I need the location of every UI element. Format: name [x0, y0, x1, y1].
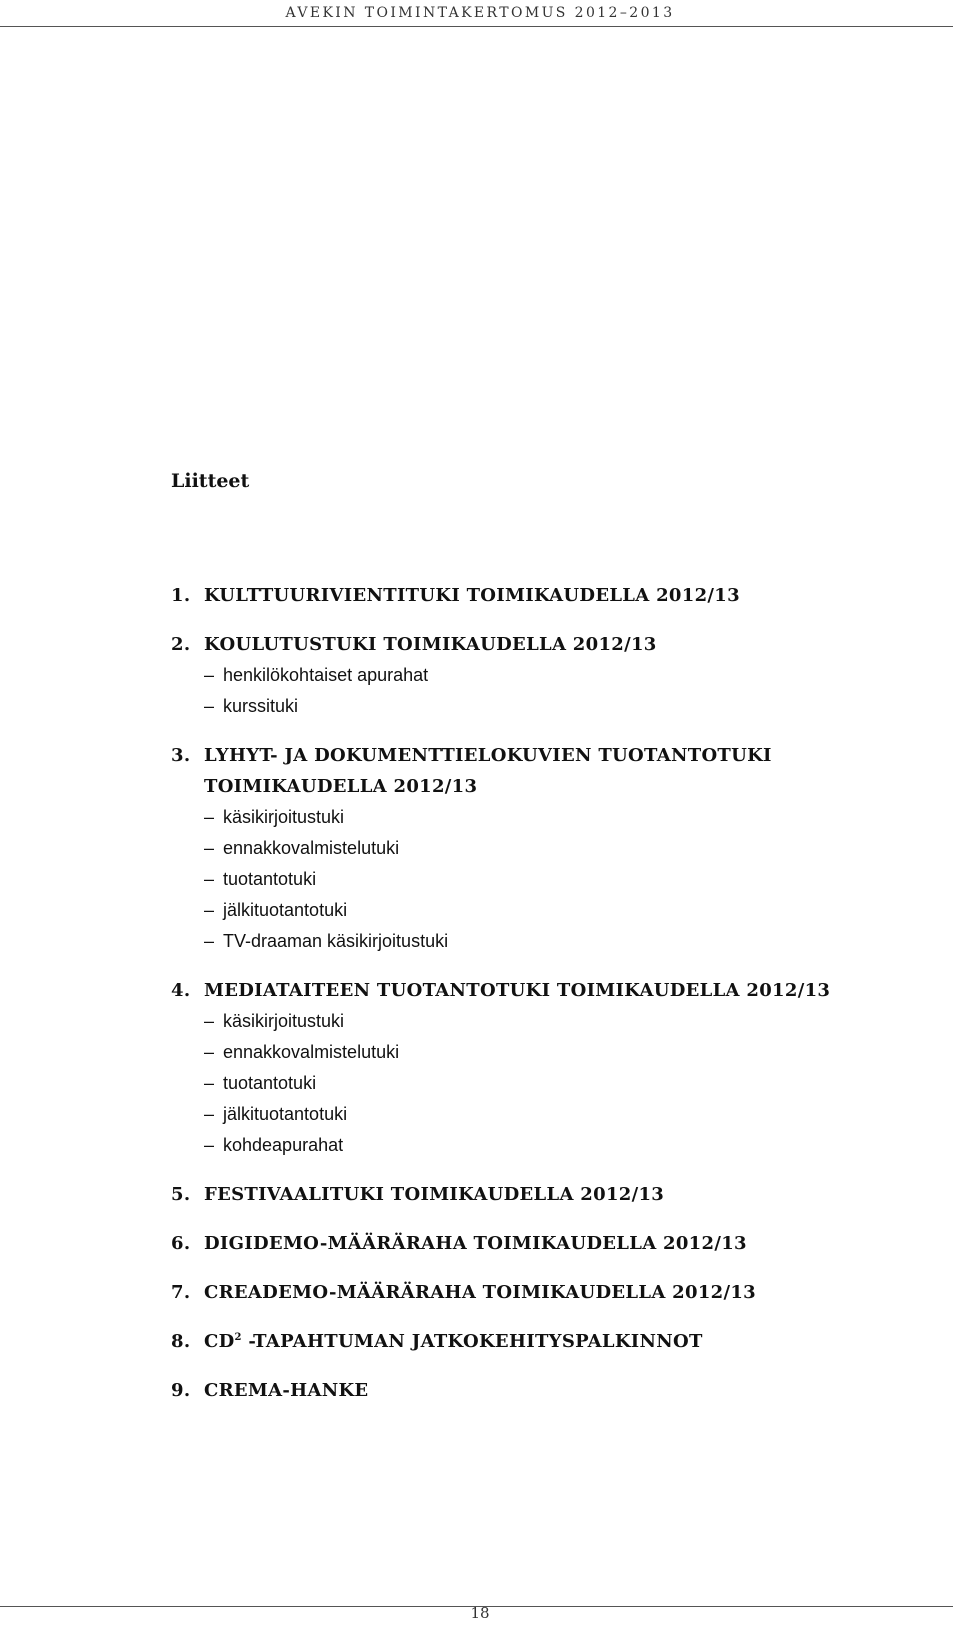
section-title-prefix: CD: [204, 1331, 235, 1352]
dash: –: [204, 1042, 215, 1062]
sub-list: [171, 660, 911, 722]
list-item: [204, 802, 911, 833]
list-item: [204, 1006, 911, 1037]
section-number: 4.: [171, 980, 191, 1001]
dash: –: [204, 1104, 215, 1124]
section-number: 7.: [171, 1282, 191, 1303]
appendix-section-2: [171, 629, 911, 722]
sub-list: [171, 1006, 911, 1161]
dash: –: [204, 1073, 215, 1093]
header-rule: [0, 26, 953, 27]
dash: –: [204, 1011, 215, 1031]
list-item: [204, 1068, 911, 1099]
list-item-label: kohdeapurahat: [223, 1135, 344, 1155]
section-heading: [171, 1277, 911, 1308]
sub-list: [171, 802, 911, 957]
dash: –: [204, 838, 215, 858]
list-item-label: jälkituotantotuki: [223, 1104, 348, 1124]
list-item-label: jälkituotantotuki: [223, 900, 348, 920]
list-item: [204, 1099, 911, 1130]
section-number: 5.: [171, 1184, 191, 1205]
list-item: [204, 660, 911, 691]
list-item: [204, 926, 911, 957]
list-item-label: TV-draaman käsikirjoitustuki: [223, 931, 449, 951]
section-title: KOULUTUSTUKI TOIMIKAUDELLA 2012/13: [204, 634, 657, 655]
dash: –: [204, 807, 215, 827]
appendix-section-4: [171, 975, 911, 1161]
section-heading: [171, 1326, 911, 1357]
section-title: [204, 1326, 911, 1357]
section-number: 1.: [171, 585, 191, 606]
list-item-label: ennakkovalmistelutuki: [223, 1042, 400, 1062]
list-item: [204, 895, 911, 926]
section-number: 6.: [171, 1233, 191, 1254]
dash: –: [204, 869, 215, 889]
section-number: 8.: [171, 1331, 191, 1352]
appendix-section-5: [171, 1179, 911, 1210]
list-item-label: kurssituki: [223, 696, 299, 716]
running-header: AVEKIN TOIMINTAKERTOMUS 2012–2013: [285, 5, 675, 21]
list-item-label: tuotantotuki: [223, 869, 317, 889]
section-heading: [171, 629, 911, 660]
section-heading: [171, 1179, 911, 1210]
appendix-list: [171, 580, 911, 1424]
section-title: CREMA-HANKE: [204, 1380, 369, 1401]
list-item: [204, 1130, 911, 1161]
section-number: 3.: [171, 745, 191, 766]
appendix-section-7: [171, 1277, 911, 1308]
section-heading: [171, 975, 911, 1006]
dash: –: [204, 931, 215, 951]
appendix-section-3: [171, 740, 911, 957]
section-title-suffix: -TAPAHTUMAN JATKOKEHITYSPALKINNOT: [241, 1331, 703, 1352]
section-heading: [171, 1228, 911, 1259]
superscript: 2: [234, 1332, 242, 1343]
section-heading: [171, 580, 911, 611]
section-title: KULTTUURIVIENTITUKI TOIMIKAUDELLA 2012/13: [204, 585, 740, 606]
dash: –: [204, 696, 215, 716]
list-item-label: tuotantotuki: [223, 1073, 317, 1093]
list-item: [204, 833, 911, 864]
list-item: [204, 864, 911, 895]
section-heading: [171, 740, 911, 802]
section-number: 9.: [171, 1380, 191, 1401]
section-title: MEDIATAITEEN TUOTANTOTUKI TOIMIKAUDELLA 2012/13: [204, 980, 831, 1001]
appendix-section-8: [171, 1326, 911, 1357]
dash: –: [204, 665, 215, 685]
list-item: [204, 691, 911, 722]
list-item: [204, 1037, 911, 1068]
section-heading: [171, 1375, 911, 1406]
section-title: CREADEMO-MÄÄRÄRAHA TOIMIKAUDELLA 2012/13: [204, 1282, 756, 1303]
appendix-section-6: [171, 1228, 911, 1259]
appendix-section-1: [171, 580, 911, 611]
dash: –: [204, 1135, 215, 1155]
appendix-section-9: [171, 1375, 911, 1406]
list-item-label: henkilökohtaiset apurahat: [223, 665, 429, 685]
section-title: LYHYT- JA DOKUMENTTIELOKUVIEN TUOTANTOTUKI TOIMIKAUDELLA 2012/13: [204, 745, 772, 797]
list-item-label: käsikirjoitustuki: [223, 1011, 345, 1031]
dash: –: [204, 900, 215, 920]
section-number: 2.: [171, 634, 191, 655]
list-item-label: käsikirjoitustuki: [223, 807, 345, 827]
list-item-label: ennakkovalmistelutuki: [223, 838, 400, 858]
page-title: Liitteet: [171, 470, 250, 492]
section-title: DIGIDEMO-MÄÄRÄRAHA TOIMIKAUDELLA 2012/13: [204, 1233, 747, 1254]
section-title: FESTIVAALITUKI TOIMIKAUDELLA 2012/13: [204, 1184, 665, 1205]
page-number: 18: [470, 1604, 490, 1622]
